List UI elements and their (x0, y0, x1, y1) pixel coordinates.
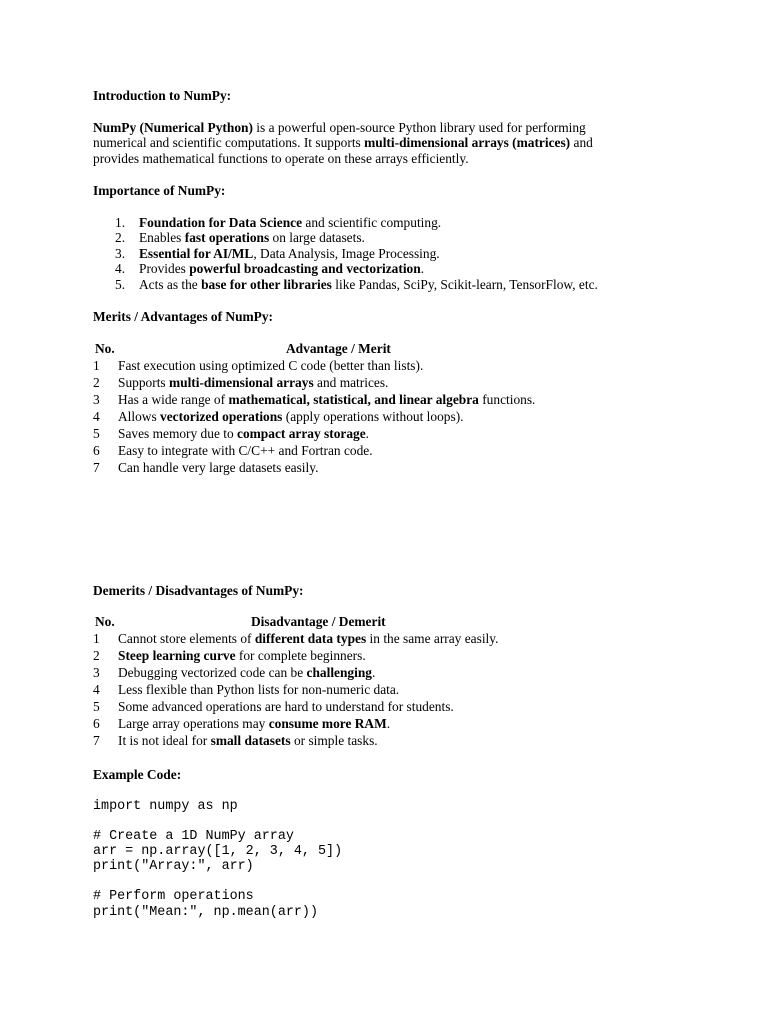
list-item (93, 230, 713, 246)
row-number: 7 (93, 459, 100, 475)
row-text-part: functions. (478, 391, 536, 407)
row-text-part: Allows (118, 408, 161, 424)
row-text (118, 443, 373, 459)
intro-text-2: numerical and scientific computations. It supports (93, 135, 365, 150)
importance-heading: Importance of NumPy: (93, 183, 226, 198)
row-text-part: Less flexible than Python lists for non-numeric data. (118, 682, 400, 697)
row-number: 3 (93, 391, 100, 407)
list-number: 3. (115, 245, 126, 261)
row-bold: mathematical, statistical, and linear algebra (228, 391, 479, 407)
merits-col-no: No. (95, 340, 115, 356)
row-text (118, 648, 366, 664)
merits-table (93, 341, 713, 477)
demerits-heading: Demerits / Disadvantages of NumPy: (93, 582, 304, 598)
table-row (93, 375, 713, 392)
row-text-part: in the same array easily. (366, 631, 499, 646)
row-text (118, 631, 498, 647)
row-text-part: or simple tasks. (290, 733, 378, 748)
row-number: 2 (93, 374, 100, 390)
table-row (93, 648, 713, 665)
table-row (93, 426, 713, 443)
row-text-part: (apply operations without loops). (282, 408, 464, 424)
list-text: Provides (139, 261, 190, 276)
row-text-part: Easy to integrate with C/C++ and Fortran code. (118, 442, 373, 458)
row-number: 7 (93, 733, 100, 748)
row-bold: vectorized operations (160, 408, 283, 424)
code-line: import numpy as np (93, 798, 238, 814)
row-number: 6 (93, 442, 100, 458)
row-text-part: . (372, 665, 376, 680)
row-text-part: Supports (118, 374, 169, 390)
row-text (118, 426, 369, 442)
row-number: 4 (93, 682, 100, 697)
list-text: , Data Analysis, Image Processing. (253, 245, 440, 261)
table-row (93, 733, 713, 750)
list-text: Acts as the (139, 276, 202, 292)
row-number: 6 (93, 716, 100, 731)
row-bold: challenging (306, 665, 372, 680)
list-bold: Foundation for Data Science (139, 214, 303, 230)
row-text-part: Debugging vectorized code can be (118, 665, 307, 680)
list-text: like Pandas, SciPy, Scikit-learn, TensorFlow, etc. (331, 276, 598, 292)
row-bold: multi-dimensional arrays (168, 374, 314, 390)
list-bold: Essential for AI/ML (139, 245, 254, 261)
row-number: 2 (93, 648, 100, 663)
row-bold: small datasets (210, 733, 291, 748)
row-bold: different data types (254, 631, 367, 646)
table-row (93, 443, 713, 460)
row-text (118, 358, 423, 374)
row-number: 5 (93, 699, 100, 714)
table-row (93, 631, 713, 648)
demerits-col-text: Disadvantage / Demerit (251, 614, 386, 629)
list-item (93, 215, 713, 231)
code-line: # Perform operations (93, 889, 254, 905)
row-text (118, 409, 464, 425)
intro-paragraph (93, 120, 713, 167)
code-line: arr = np.array([1, 2, 3, 4, 5]) (93, 843, 343, 859)
row-text-part: Cannot store elements of (118, 631, 255, 646)
list-text: and scientific computing. (302, 214, 442, 230)
list-bold: powerful broadcasting and vectorization (189, 261, 421, 276)
importance-list (93, 215, 713, 293)
row-text (118, 375, 388, 391)
demerits-table (93, 614, 713, 750)
row-text-part: . (365, 425, 370, 441)
row-text (118, 733, 378, 749)
row-text-part: It is not ideal for (118, 733, 211, 748)
row-text-part: Can handle very large datasets easily. (118, 459, 319, 475)
row-bold: compact array storage (237, 425, 366, 441)
code-line: print("Array:", arr) (93, 859, 254, 875)
row-text-part: Has a wide range of (118, 391, 229, 407)
row-number: 1 (93, 631, 100, 646)
intro-heading: Introduction to NumPy: (93, 88, 232, 103)
list-number: 4. (115, 261, 126, 276)
intro-bold-2: multi-dimensional arrays (matrices) (364, 135, 571, 150)
merits-heading: Merits / Advantages of NumPy: (93, 309, 274, 324)
intro-text-3: and (570, 135, 593, 150)
list-item (93, 246, 713, 262)
intro-bold-1: NumPy (Numerical Python) (93, 119, 253, 135)
code-line: print("Mean:", np.mean(arr)) (93, 904, 318, 920)
row-text-part: Saves memory due to (118, 425, 238, 441)
row-bold: consume more RAM (268, 716, 387, 731)
example-heading: Example Code: (93, 767, 182, 782)
row-text-part: Some advanced operations are hard to understand for students. (118, 699, 454, 714)
list-text: . (420, 261, 425, 276)
code-line: # Create a 1D NumPy array (93, 828, 294, 844)
list-number: 1. (115, 214, 126, 230)
row-number: 3 (93, 665, 100, 680)
table-row (93, 358, 713, 375)
merits-table-header (93, 341, 713, 358)
list-number: 5. (115, 276, 126, 292)
demerits-table-header (93, 614, 713, 631)
table-row (93, 699, 713, 716)
row-text (118, 665, 375, 681)
row-text-part: and matrices. (313, 374, 389, 390)
list-text: Enables (139, 230, 185, 245)
row-text-part: Large array operations may (118, 716, 269, 731)
table-row (93, 409, 713, 426)
row-bold: Steep learning curve (118, 648, 236, 663)
table-row (93, 392, 713, 409)
intro-text-1: is a powerful open-source Python library used for performing (252, 119, 586, 135)
table-row (93, 682, 713, 699)
row-number: 4 (93, 408, 100, 424)
demerits-col-no: No. (95, 614, 115, 629)
table-row (93, 716, 713, 733)
list-bold: fast operations (184, 230, 270, 245)
code-block (93, 799, 713, 920)
merits-col-text: Advantage / Merit (286, 340, 391, 356)
list-text: on large datasets. (269, 230, 365, 245)
document-page (93, 88, 713, 920)
list-number: 2. (115, 230, 126, 245)
list-bold: base for other libraries (201, 276, 332, 292)
row-text (118, 682, 399, 698)
row-number: 5 (93, 425, 100, 441)
row-text-part: Fast execution using optimized C code (better than lists). (118, 357, 424, 373)
intro-text-4: provides mathematical functions to operate on these arrays efficiently. (93, 150, 469, 166)
row-number: 1 (93, 357, 100, 373)
row-text (118, 699, 454, 715)
row-text (118, 716, 390, 732)
row-text-part: for complete beginners. (235, 648, 366, 663)
list-item (93, 277, 713, 293)
row-text (118, 392, 535, 408)
row-text (118, 460, 318, 476)
row-text-part: . (386, 716, 391, 731)
table-row (93, 460, 713, 477)
list-item (93, 261, 713, 277)
table-row (93, 665, 713, 682)
